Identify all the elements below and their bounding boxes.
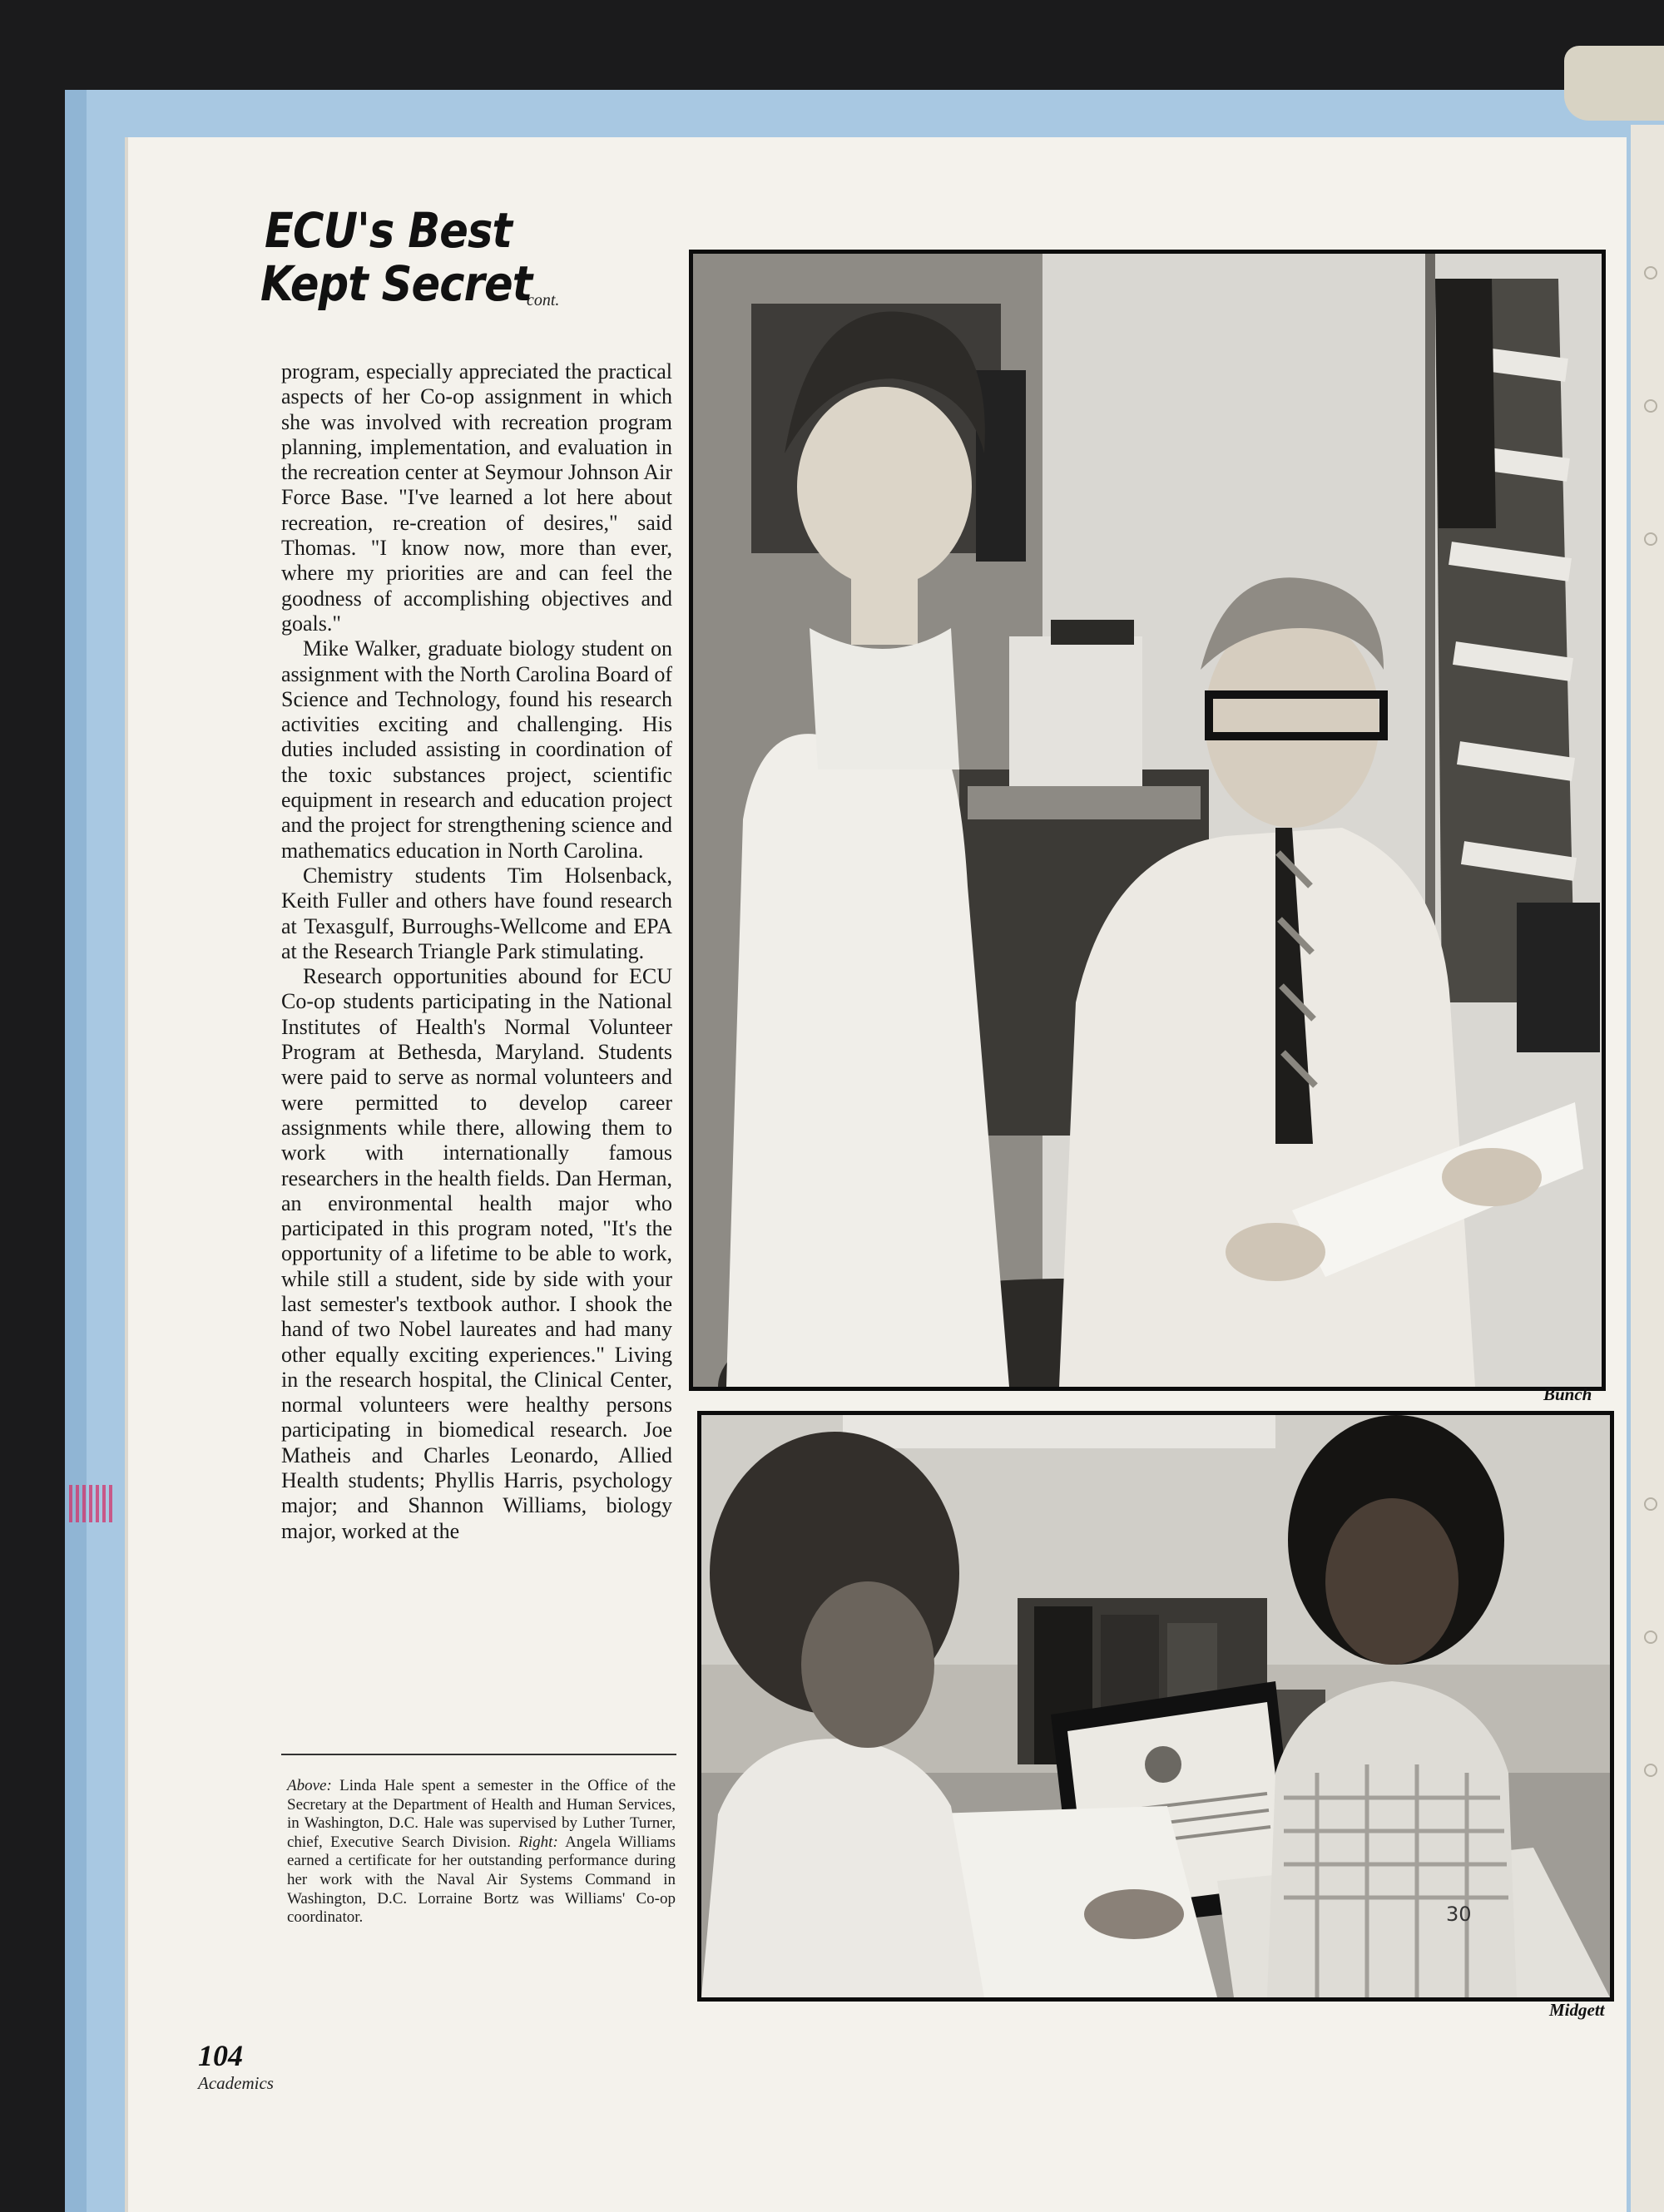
photo-top-illustration xyxy=(693,254,1602,1387)
binding-hole xyxy=(1644,532,1657,546)
photo-office-secretary xyxy=(689,250,1606,1391)
title-line-2: Kept Secret xyxy=(260,255,532,312)
binding-hole xyxy=(1644,1764,1657,1777)
article-title xyxy=(260,202,569,312)
page-number: 104 xyxy=(198,2039,243,2072)
photo-bottom-illustration xyxy=(701,1415,1610,1997)
section-name: Academics xyxy=(198,2073,274,2093)
paragraph: program, especially appreciated the practical aspects of her Co-op assignment in which she was involved with recreation program planning, implementation, and evaluation in the recreation center at Seymour Johnson Air Force Base. "I've learned a lot here about recreation, re-creation of desires," said Thomas. "I know now, more than ever, where my priorities are and can feel the goodness of accomplishing objectives and goals." xyxy=(281,359,672,636)
paragraph: Chemistry students Tim Holsenback, Keith Fuller and others have found research at Texasgulf, Burroughs-Wellcome and EPA at the Research Triangle Park stimulating. xyxy=(281,863,672,963)
binding-hole xyxy=(1644,1631,1657,1644)
paragraph: Research opportunities abound for ECU Co-op students participating in the National Institutes of Health's Normal Volunteer Program at Bethesda, Maryland. Students were paid to serve as normal volunteers and were permitted to develop career assignments while there, allowing them to work with internationally famous researchers in the health fields. Dan Herman, an environmental health major who participated in this program noted, "It's the opportunity of a lifetime to be able to work, while still a student, side by side with your last semester's textbook author. I shook the hand of two Nobel laureates and had many other equally exciting experiences." Living in the research hospital, the Clinical Center, normal volunteers were healthy persons participating in biomedical research. Joe Matheis and Charles Leonardo, Allied Health students; Phyllis Harris, psychology major; and Shannon Williams, biology major, worked at the xyxy=(281,964,672,1543)
title-line-1: ECU's Best xyxy=(265,202,513,259)
caption-text-right: Angela Williams earned a certificate for her outstanding performance during her work with the Naval Air Systems Command in Washington, D.C. Lorraine Bortz was Williams' Co-op coordinator. xyxy=(287,1833,676,1927)
article-body xyxy=(281,359,672,1544)
cover-edge xyxy=(65,90,87,2212)
paragraph: Mike Walker, graduate biology student on assignment with the North Carolina Board of Science and Technology, found his research activities exciting and challenging. His duties included assisting in coordination of the toxic substances project, scientific equipment in research and education project and the project for strengthening science and mathematics education in North Carolina. xyxy=(281,636,672,863)
facing-page-edge xyxy=(1631,125,1664,2212)
photo-certificate-award xyxy=(697,1411,1614,2002)
binding-hole xyxy=(1644,399,1657,413)
binding-hole xyxy=(1644,266,1657,280)
continued-label: cont. xyxy=(527,291,560,309)
caption-label-right: Right: xyxy=(518,1833,558,1851)
binding-hole xyxy=(1644,1497,1657,1511)
caption-divider xyxy=(281,1754,676,1755)
caption-label-above: Above: xyxy=(287,1777,332,1794)
svg-text:30: 30 xyxy=(1446,1903,1472,1926)
binder-marks xyxy=(69,1485,115,1522)
spine-tape xyxy=(1564,46,1664,121)
photo-credit-bottom: Midgett xyxy=(1549,2000,1605,2020)
caption-text-above: Linda Hale spent a semester in the Office of the Secretary at the Department of Health and Human Services, in Washington, D.C. Hale was supervised by Luther Turner, chief, Executive Search Division. xyxy=(287,1777,676,1851)
photo-credit-top: Bunch xyxy=(1543,1384,1592,1404)
photo-caption xyxy=(287,1777,676,1927)
